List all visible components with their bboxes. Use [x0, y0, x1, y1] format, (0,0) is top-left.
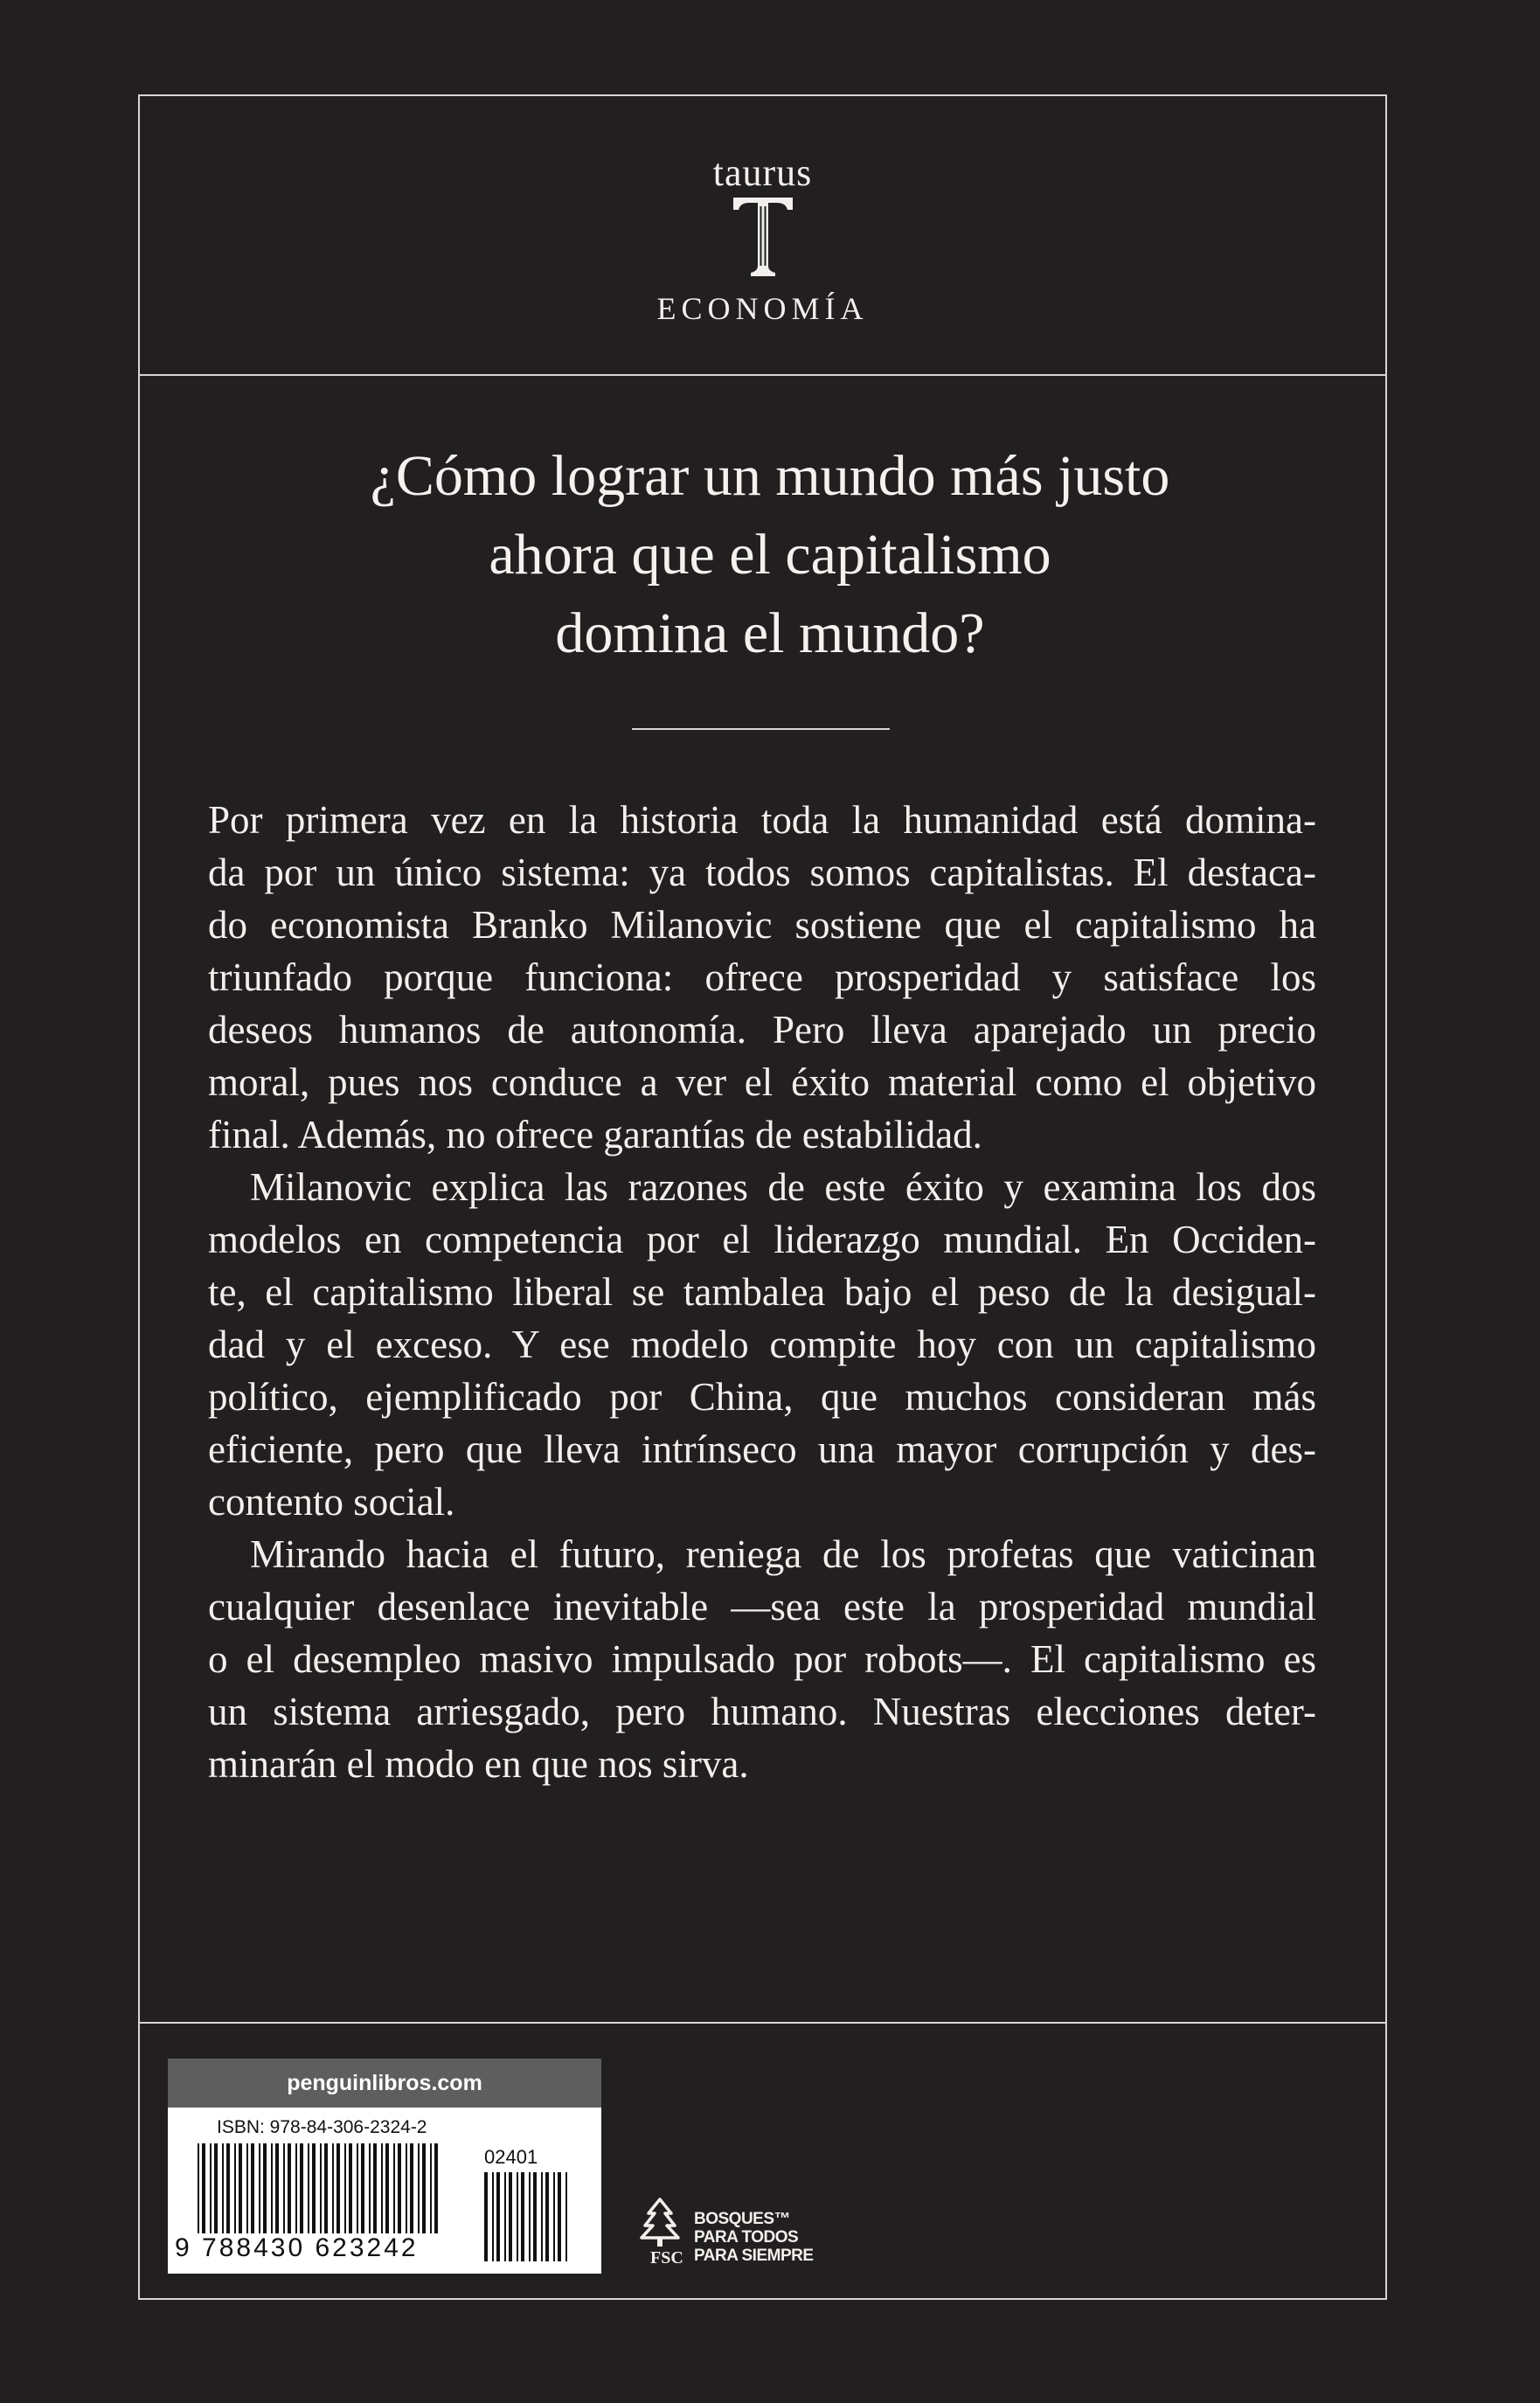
headline-line: domina el mundo?	[555, 601, 985, 665]
fsc-tagline	[694, 2210, 869, 2265]
blurb-line: o el desempleo masivo impulsado por robots—. El capitalismo es	[208, 1637, 1316, 1681]
series-name: ECONOMÍA	[656, 291, 869, 326]
blurb-line: triunfado porque funciona: ofrece prosperidad y satisface los	[208, 955, 1316, 999]
blurb-line: Por primera vez en la historia toda la humanidad está domina-	[208, 798, 1316, 842]
blurb-line: moral, pues nos conduce a ver el éxito material como el objetivo	[208, 1060, 1316, 1104]
headline-line: ahora que el capitalismo	[489, 523, 1051, 587]
blurb-line: te, el capitalismo liberal se tambalea bajo el peso de la desigual-	[208, 1270, 1316, 1314]
fsc-label: FSC	[650, 2248, 683, 2268]
blurb-line: modelos en competencia por el liderazgo mundial. En Occiden-	[208, 1218, 1316, 1261]
fsc-tagline-line: PARA TODOS	[694, 2228, 799, 2247]
blurb-line: un sistema arriesgado, pero humano. Nuestras elecciones deter-	[208, 1690, 1316, 1733]
top-divider	[140, 374, 1385, 376]
blurb-line: contento social.	[208, 1480, 455, 1524]
barcode-panel	[168, 2059, 601, 2274]
publisher-logo	[140, 96, 1385, 374]
fsc-tagline-line: PARA SIEMPRE	[694, 2247, 814, 2265]
blurb-line: do economista Branko Milanovic sostiene que el capitalismo ha	[208, 903, 1316, 947]
headline	[0, 437, 1540, 673]
addon-code: 02401	[484, 2146, 538, 2168]
blurb-line: da por un único sistema: ya todos somos capitalistas. El destaca-	[208, 851, 1316, 894]
blurb-line: político, ejemplificado por China, que muchos consideran más	[208, 1375, 1316, 1419]
isbn-label: ISBN: 978-84-306-2324-2	[217, 2117, 427, 2137]
blurb-line: final. Además, no ofrece garantías de estabilidad.	[208, 1113, 982, 1156]
barcode-digits: 9 788430 623242	[175, 2233, 419, 2262]
headline-rule	[632, 728, 890, 730]
headline-line: ¿Cómo lograr un mundo más justo	[370, 444, 1170, 508]
website-label: penguinlibros.com	[168, 2059, 601, 2108]
blurb-line: dad y el exceso. Y ese modelo compite hoy con un capitalismo	[208, 1323, 1316, 1366]
fsc-tagline-line: BOSQUES™	[694, 2210, 791, 2228]
blurb-text	[208, 794, 1316, 1790]
blurb-line: Mirando hacia el futuro, reniega de los profetas que vaticinan	[250, 1532, 1316, 1576]
blurb-line: deseos humanos de autonomía. Pero lleva aparejado un precio	[208, 1008, 1316, 1052]
bottom-divider	[140, 2022, 1385, 2024]
blurb-line: eficiente, pero que lleva intrínseco una mayor corrupción y des-	[208, 1427, 1316, 1471]
blurb-line: Milanovic explica las razones de este éxito y examina los dos	[250, 1165, 1316, 1209]
fsc-tree-icon	[631, 2194, 689, 2252]
blurb-line: minarán el modo en que nos sirva.	[208, 1742, 749, 1786]
blurb-line: cualquier desenlace inevitable —sea este la prosperidad mundial	[208, 1585, 1316, 1629]
publisher-name: taurus	[712, 151, 813, 194]
taurus-t-icon	[728, 194, 798, 278]
